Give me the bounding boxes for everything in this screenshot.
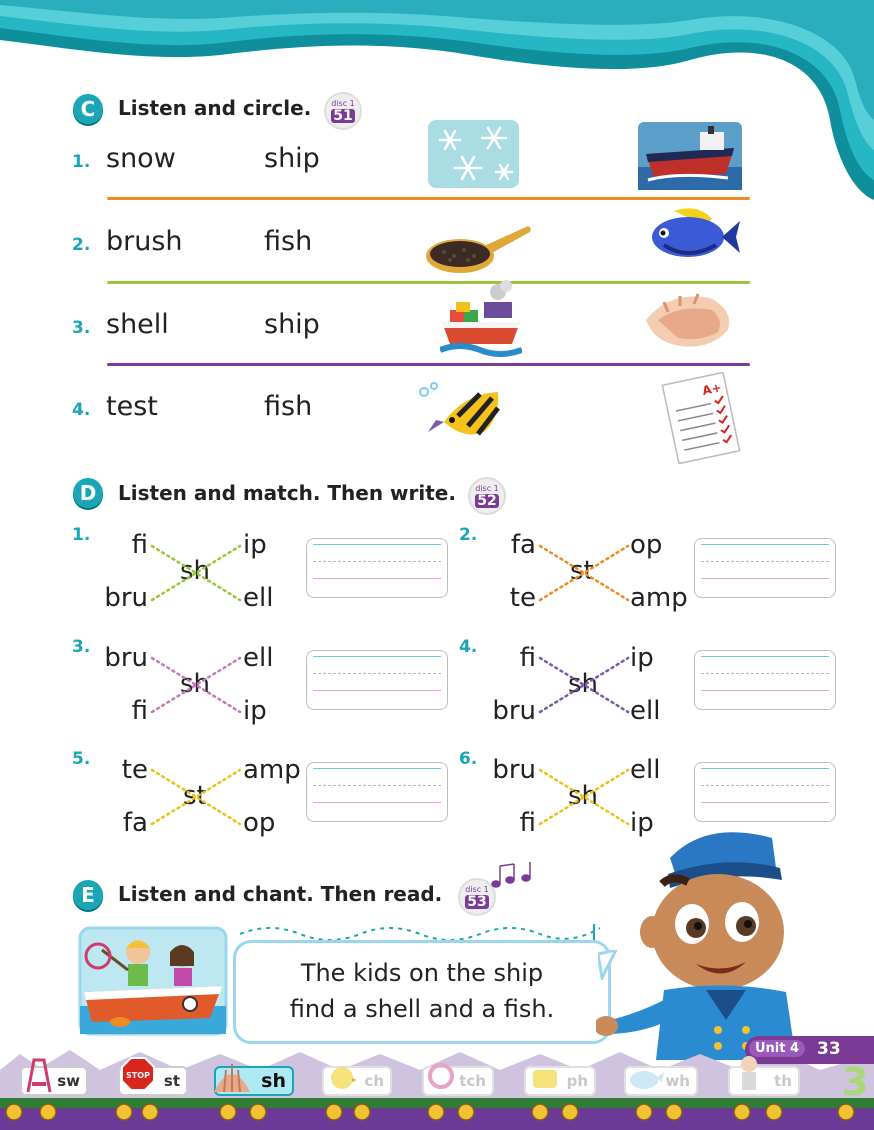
conductor-mascot (596, 824, 826, 1060)
stop-sign-icon (120, 1056, 156, 1096)
match-lines (150, 652, 242, 718)
word-part-left[interactable]: fi (519, 808, 536, 838)
chick-icon (328, 1062, 356, 1092)
chip-label: sw (57, 1072, 80, 1090)
word-part-left[interactable]: fa (510, 530, 536, 560)
item-number: 3. (72, 637, 91, 657)
item-number: 4. (459, 637, 478, 657)
match-lines (150, 540, 242, 606)
writing-box[interactable] (694, 762, 836, 822)
writing-box[interactable] (306, 538, 448, 598)
word-part-left[interactable]: fi (131, 696, 148, 726)
item-number: 2. (459, 525, 478, 545)
word-part-left[interactable]: bru (104, 583, 148, 613)
phonics-chip-sh[interactable] (214, 1066, 294, 1096)
disc-label: disc 1 (331, 98, 355, 108)
word-part-right[interactable]: amp (243, 755, 301, 785)
section-c-title: Listen and circle. (118, 96, 312, 120)
row-divider (107, 197, 750, 200)
word-part-right[interactable]: amp (630, 583, 688, 613)
word-part-left[interactable]: fi (519, 643, 536, 673)
kids-on-ship-picture (78, 926, 228, 1036)
track-number: 51 (333, 107, 353, 124)
item-number: 4. (72, 400, 91, 420)
shell-icon[interactable] (640, 290, 736, 352)
word-part-right[interactable]: op (630, 530, 663, 560)
section-e-title: Listen and chant. Then read. (118, 882, 443, 906)
choice-word[interactable]: ship (264, 143, 320, 174)
svg-text:STOP: STOP (126, 1071, 150, 1080)
match-lines (538, 540, 630, 606)
writing-box[interactable] (306, 762, 448, 822)
shell-icon (210, 1056, 254, 1096)
writing-box[interactable] (306, 650, 448, 710)
angelfish-icon[interactable] (414, 376, 510, 444)
center-digraph: st (183, 781, 207, 811)
word-part-left[interactable]: bru (492, 696, 536, 726)
section-d-title: Listen and match. Then write. (118, 481, 456, 505)
test-paper-icon[interactable] (652, 372, 750, 464)
chip-label: wh (665, 1072, 690, 1090)
track-number: 52 (477, 492, 497, 509)
phonics-chip-wh[interactable] (624, 1066, 698, 1096)
section-e-badge: E (73, 880, 103, 910)
word-part-left[interactable]: te (509, 583, 536, 613)
item-number: 1. (72, 525, 91, 545)
choice-word[interactable]: fish (264, 391, 313, 422)
phonics-chip-sw[interactable] (20, 1066, 88, 1096)
word-part-left[interactable]: fi (131, 530, 148, 560)
match-lines (150, 764, 242, 830)
word-part-left[interactable]: te (121, 755, 148, 785)
phonics-chip-st[interactable] (118, 1066, 188, 1096)
chant-line: find a shell and a fish. (289, 995, 555, 1023)
phone-icon (530, 1062, 560, 1092)
item-number: 5. (72, 749, 91, 769)
disc-label: disc 1 (465, 884, 489, 894)
choice-word[interactable]: test (106, 391, 158, 422)
section-d-badge: D (73, 478, 103, 508)
row-divider (107, 363, 750, 366)
choice-word[interactable]: snow (106, 143, 176, 174)
ship-icon[interactable] (638, 122, 742, 190)
phonics-chip-th[interactable] (728, 1066, 800, 1096)
center-digraph: sh (568, 781, 599, 811)
audio-track-button[interactable] (324, 92, 362, 130)
whale-icon (628, 1064, 664, 1092)
word-part-left[interactable]: bru (492, 755, 536, 785)
word-part-right[interactable]: op (243, 808, 276, 838)
phonics-chip-ph[interactable] (524, 1066, 596, 1096)
word-part-right[interactable]: ell (630, 755, 661, 785)
center-digraph: st (570, 556, 594, 586)
chip-label: sh (261, 1070, 286, 1092)
choice-word[interactable]: fish (264, 226, 313, 257)
word-part-right[interactable]: ell (243, 643, 274, 673)
word-part-left[interactable]: fa (122, 808, 148, 838)
music-notes-icon (490, 860, 534, 890)
page-number: 33 (817, 1039, 841, 1059)
chip-label: th (774, 1072, 792, 1090)
choice-word[interactable]: brush (106, 226, 183, 257)
section-c-badge: C (73, 94, 103, 124)
chip-label: st (163, 1072, 180, 1090)
unit-label: Unit 4 (749, 1040, 805, 1057)
chant-speech-bubble (233, 940, 611, 1044)
audio-track-button[interactable] (468, 477, 506, 515)
word-part-right[interactable]: ell (243, 583, 274, 613)
watch-icon (426, 1060, 456, 1092)
word-part-right[interactable]: ip (630, 808, 654, 838)
match-lines (538, 764, 630, 830)
chip-label: tch (459, 1072, 486, 1090)
disc-label: disc 1 (475, 483, 499, 493)
phonics-chip-tch[interactable] (422, 1066, 494, 1096)
brush-icon[interactable] (424, 220, 534, 276)
swing-icon (24, 1058, 54, 1094)
item-number: 3. (72, 318, 91, 338)
chant-line: The kids on the ship (300, 959, 544, 987)
item-number: 2. (72, 235, 91, 255)
writing-box[interactable] (694, 538, 836, 598)
word-part-left[interactable]: bru (104, 643, 148, 673)
word-part-right[interactable]: ip (243, 696, 267, 726)
item-number: 6. (459, 749, 478, 769)
word-part-right[interactable]: ip (243, 530, 267, 560)
row-divider (107, 281, 750, 284)
chip-label: ph (566, 1072, 588, 1090)
writing-box[interactable] (694, 650, 836, 710)
phonics-chip-ch[interactable] (322, 1066, 392, 1096)
word-part-right[interactable]: ell (630, 696, 661, 726)
center-digraph: sh (180, 556, 211, 586)
svg-text:A+: A+ (700, 380, 723, 398)
track-number: 53 (467, 893, 487, 910)
thumb-icon (734, 1054, 764, 1094)
cargo-ship-icon[interactable] (440, 280, 522, 360)
choice-word[interactable]: ship (264, 309, 320, 340)
word-part-right[interactable]: ip (630, 643, 654, 673)
center-digraph: sh (568, 669, 599, 699)
item-number: 1. (72, 152, 91, 172)
fish-icon[interactable] (646, 205, 740, 265)
choice-word[interactable]: shell (106, 309, 169, 340)
snowflake-icon[interactable] (426, 118, 521, 190)
chip-label: ch (364, 1072, 384, 1090)
side-number-mark: 3 (842, 1060, 869, 1104)
match-lines (538, 652, 630, 718)
center-digraph: sh (180, 669, 211, 699)
